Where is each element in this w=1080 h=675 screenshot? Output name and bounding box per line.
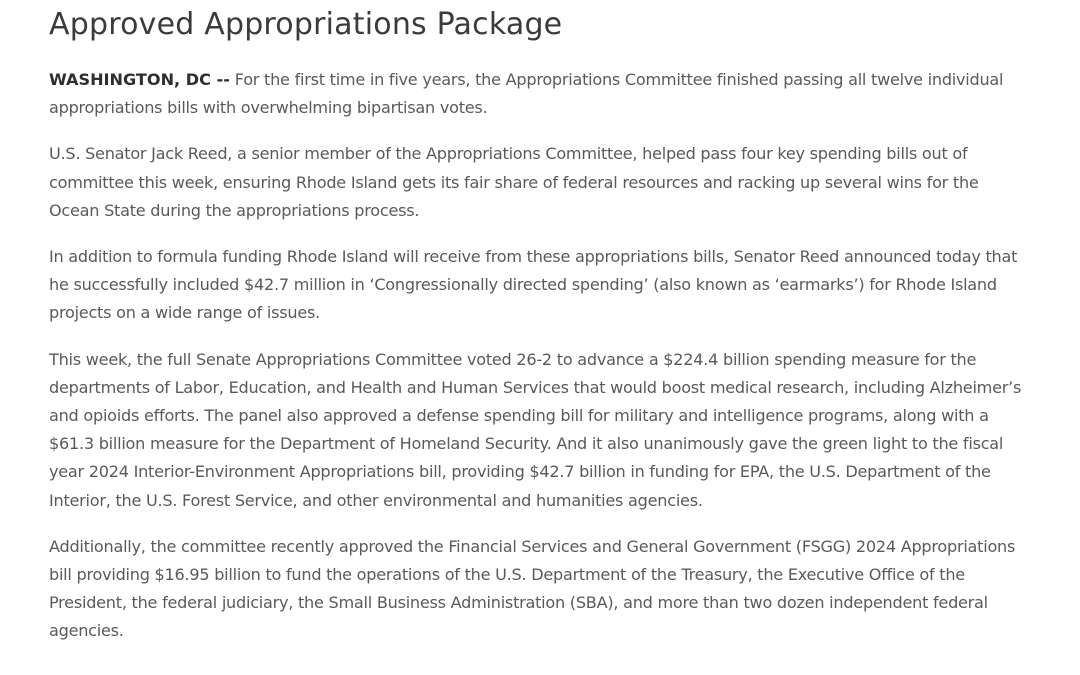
article-body [49, 66, 1029, 664]
paragraph-1 [49, 66, 1029, 122]
paragraph-5: Additionally, the committee recently approved the Financial Services and General Government (FSGG) 2024 Appropriations bill providing $16.95 billion to fund the operations of the U.S. Department of the Treasury, the Executive Office of the President, the federal judiciary, the Small Business Administration (SBA), and more than two dozen independent federal agencies. [49, 536, 1016, 641]
paragraph-4: This week, the full Senate Appropriations Committee voted 26-2 to advance a $224.4 billion spending measure for the departments of Labor, Education, and Health and Human Services that would boost medical research, including Alzheimer’s and opioids efforts. The panel also approved a defense spending bill for military and intelligence programs, along with a $61.3 billion measure for the Department of Homeland Security. And it also unanimously gave the green light to the fiscal year 2024 Interior-Environment Appropriations bill, providing $42.7 billion in funding for EPA, the U.S. Department of the Interior, the U.S. Forest Service, and other environmental and humanities agencies. [49, 349, 1022, 510]
paragraph-3: In addition to formula funding Rhode Island will receive from these appropriations bills, Senator Reed announced today that he successfully included $42.7 million in ‘Congressionally directed spending’ (also known as ‘earmarks’) for Rhode Island projects on a wide range of issues. [49, 247, 1018, 323]
press-release-article [49, 0, 1049, 641]
article-headline: Approved Appropriations Package [49, 7, 563, 42]
paragraph-2: U.S. Senator Jack Reed, a senior member of the Appropriations Committee, helped pass four key spending bills out of committee this week, ensuring Rhode Island gets its fair share of federal resources and racking up several wins for the Ocean State during the appropriations process. [49, 144, 979, 220]
dateline: WASHINGTON, DC -- [49, 70, 230, 89]
paragraph-1-text: For the first time in five years, the Appropriations Committee finished passing all twelve individual appropriations bills with overwhelming bipartisan votes. [49, 70, 1004, 118]
